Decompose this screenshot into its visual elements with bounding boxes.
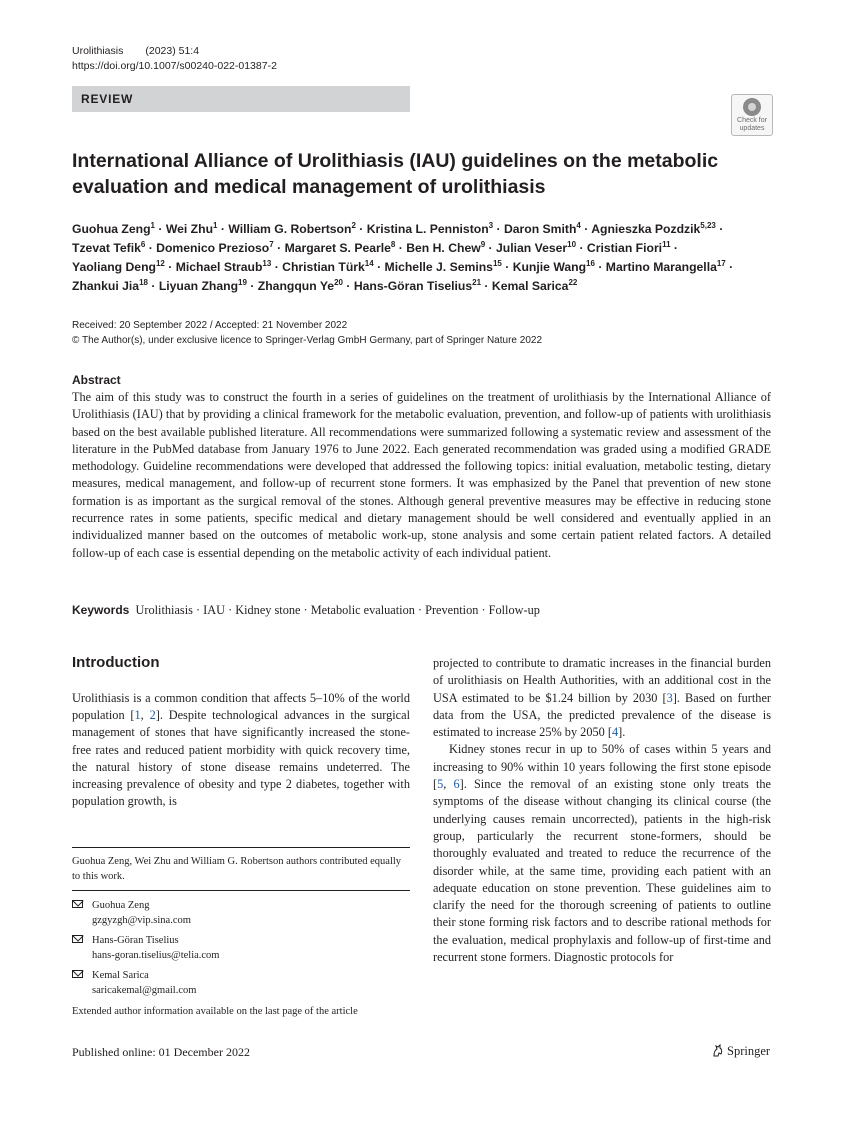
intro-text: ]. (618, 725, 626, 740)
author-affiliation: 12 (155, 258, 165, 268)
author-name[interactable]: Hans-Göran Tiselius (353, 279, 473, 293)
author-separator: · (373, 260, 385, 274)
author-affiliation: 3 (488, 220, 494, 230)
contact-name: Guohua Zeng (92, 900, 150, 911)
author-name[interactable]: Ben H. Chew (406, 241, 481, 255)
citation-link[interactable]: 6 (453, 777, 460, 792)
publisher-logo (712, 1044, 770, 1059)
author-name[interactable]: William G. Robertson (228, 222, 352, 236)
author-separator: · (155, 222, 166, 236)
check-updates-icon (743, 98, 761, 116)
intro-text: ]. Since the removal of an existing stone only treats the symptoms of the disease without changing its clinical course (the underlying causes remain uncorrected), patients in the high-risk group, particularly the recurrent stone-formers, should be thoroughly evaluated and treated to reduce the recurrence of the disorder while, at the same time, providing each patient with an adequate education on stone prevention. These guidelines aim to clarify the need for the thorough screening of patients to outline their stone forming risk factors and to describe rational methods for the evaluation, medical prophylaxis and follow-up of first-time and recurrent stone formers. Diagnostic protocols for (433, 777, 771, 965)
springer-horse-icon (712, 1044, 724, 1057)
author-name[interactable]: Daron Smith (503, 222, 577, 236)
author-affiliation: 7 (269, 239, 274, 249)
citation-separator: , (140, 708, 150, 723)
author-separator: · (145, 241, 157, 255)
author-name[interactable]: Kunjie Wang (512, 260, 587, 274)
check-for-updates-badge[interactable] (731, 94, 773, 136)
keywords-text: Urolithiasis · IAU · Kidney stone · Metabolic evaluation · Prevention · Follow-up (135, 603, 540, 617)
author-affiliation: 19 (238, 277, 247, 287)
author-affiliation: 18 (139, 277, 148, 287)
author-affiliation: 2 (351, 220, 356, 230)
author-separator: · (271, 260, 283, 274)
intro-right-column (433, 655, 771, 966)
author-separator: · (273, 241, 285, 255)
author-affiliation: 4 (576, 220, 581, 230)
check-updates-line2: updates (739, 125, 765, 132)
envelope-icon (72, 970, 83, 978)
author-separator: · (715, 222, 724, 236)
citation-link[interactable]: 1 (134, 708, 141, 723)
abstract-text: The aim of this study was to construct the fourth in a series of guidelines on the treatment of urolithiasis by the International Alliance of Urolithiasis (IAU) that by providing a clinical framework for the metabolic evaluation, prevention, and follow-up of patients with urolithiasis based on the best available published literature. All recommendations were summarized following a systematic review and assessment of the literature in the PubMed database from January 1976 to June 2022. Each generated recommendation was graded using a modified GRADE methodology. Guideline recommendations were developed that addressed the following topics: initial evaluation, metabolic testing, dietary measures, medical management, and follow-up of recurrent stone formers. It was emphasized by the Panel that prevention of new stone formation is as important as the surgical removal of the stones. Although general preventive measures may be effective in reducing stone recurrence rates in some patients, specific medical and dietary management should be well considered and eventually applied in an individualized manner based on the outcomes of metabolic work-up, stone analysis and some certain patient related factors. A detailed follow-up of each case is essential depending on the metabolic activity of each individual patient. (72, 390, 771, 560)
intro-text: ]. Despite technological advances in the surgical management of stones that have significantly increased the stone-free rates and reduced patient morbidity with quick recovery time, the natural history of stone disease remains undeterred. The increasing prevalence of obesity and type 2 diabetes, together with population growth, is (72, 708, 410, 809)
author-name[interactable]: Yaoliang Deng (72, 260, 156, 274)
author-name[interactable]: Zhangqun Ye (257, 279, 335, 293)
author-separator: · (501, 260, 513, 274)
author-separator: · (395, 241, 407, 255)
author-name[interactable]: Cristian Fiori (586, 241, 663, 255)
author-affiliation: 13 (262, 258, 272, 268)
author-affiliation: 1 (213, 220, 218, 230)
author-name[interactable]: Christian Türk (282, 260, 365, 274)
author-separator: · (164, 260, 176, 274)
author-affiliation: 20 (334, 277, 343, 287)
article-title: International Alliance of Urolithiasis (IAU) guidelines on the metabolic evaluation and medical management of urolithiasis (72, 150, 719, 198)
envelope-icon (72, 900, 83, 908)
envelope-icon (72, 935, 83, 943)
contact-name: Hans-Göran Tiselius (92, 935, 179, 946)
contact-email[interactable]: gzgyzgh@vip.sina.com (92, 915, 191, 926)
citation-separator: , (443, 777, 454, 792)
footnote-divider (72, 847, 410, 848)
author-name[interactable]: Zhankui Jia (72, 279, 140, 293)
contact-entry (72, 933, 219, 963)
author-separator: · (147, 279, 159, 293)
author-separator: · (355, 222, 367, 236)
contact-entry (72, 968, 196, 998)
journal-name: Urolithiasis (72, 45, 124, 57)
journal-volume: (2023) 51:4 (145, 45, 200, 57)
citation-link[interactable]: 5 (437, 777, 444, 792)
author-affiliation: 1 (150, 220, 155, 230)
intro-text: Kidney stones recur in up to 50% of cases within 5 years and increasing to 90% within 10 years following the first stone episode [ (433, 742, 771, 792)
author-separator: · (725, 260, 734, 274)
author-name[interactable]: Martino Marangella (605, 260, 717, 274)
contact-entry (72, 898, 191, 928)
author-name[interactable]: Michael Straub (175, 260, 263, 274)
author-name[interactable]: Michelle J. Semins (384, 260, 493, 274)
published-online: Published online: 01 December 2022 (72, 1045, 250, 1059)
intro-paragraph (433, 655, 771, 741)
intro-text: projected to contribute to dramatic increases in the financial burden of urolithiasis on Health Authorities, with an additional cost in the USA estimated to be $1.24 billion by 2030 [ (433, 656, 771, 705)
author-name[interactable]: Julian Veser (496, 241, 568, 255)
author-name[interactable]: Kemal Sarica (491, 279, 569, 293)
keywords (72, 603, 772, 618)
author-separator: · (485, 241, 497, 255)
author-separator: · (342, 279, 354, 293)
intro-paragraph (433, 741, 771, 966)
author-separator: · (594, 260, 606, 274)
author-separator: · (576, 241, 587, 255)
citation-link[interactable]: 2 (149, 708, 156, 723)
author-name[interactable]: Guohua Zeng (72, 222, 151, 236)
article-type-bar (72, 86, 410, 112)
contact-name: Kemal Sarica (92, 970, 149, 981)
author-separator: · (246, 279, 258, 293)
copyright-line: © The Author(s), under exclusive licence to Springer-Verlag GmbH Germany, part of Springer Nature 2022 (72, 334, 542, 346)
author-affiliation: 21 (472, 277, 482, 287)
author-affiliation: 22 (568, 277, 578, 287)
author-name[interactable]: Kristina L. Penniston (366, 222, 489, 236)
author-affiliation: 14 (364, 258, 374, 268)
author-separator: · (580, 222, 592, 236)
author-affiliation: 6 (140, 239, 146, 249)
article-dates (72, 319, 542, 348)
author-name[interactable]: Liyuan Zhang (158, 279, 239, 293)
author-name[interactable]: Tzevat Tefik (72, 241, 141, 255)
abstract-heading: Abstract (72, 373, 121, 387)
journal-header (72, 44, 277, 74)
contribution-note: Guohua Zeng, Wei Zhu and William G. Robertson authors contributed equally to this work. (72, 856, 402, 882)
author-affiliation: 5,23 (700, 220, 716, 230)
citation-link[interactable]: 3 (666, 690, 673, 705)
author-list (72, 220, 782, 296)
author-affiliation: 9 (480, 239, 486, 249)
author-separator: · (493, 222, 504, 236)
author-affiliation: 8 (390, 239, 396, 249)
author-affiliation: 10 (567, 239, 577, 249)
intro-text: ]. Based on further data from the USA, the predicted prevalence of the disease is estimated to increase 25% by 2050 [ (433, 690, 771, 740)
contact-email[interactable]: hans-goran.tiselius@telia.com (92, 950, 220, 961)
contact-email[interactable]: saricakemal@gmail.com (92, 985, 197, 996)
check-updates-line1: Check for (737, 117, 767, 124)
citation-link[interactable]: 4 (611, 725, 619, 740)
author-name[interactable]: Domenico Prezioso (156, 241, 270, 255)
intro-text: Urolithiasis is a common condition that affects 5–10% of the world population [ (72, 691, 410, 723)
publisher-name: Springer (727, 1044, 771, 1058)
doi-link[interactable]: https://doi.org/10.1007/s00240-022-01387-2 (72, 60, 277, 72)
keywords-label: Keywords (72, 603, 130, 617)
author-name[interactable]: Agnieszka Pozdzik (591, 222, 701, 236)
author-separator: · (217, 222, 229, 236)
author-name[interactable]: Wei Zhu (165, 222, 214, 236)
footnote-divider (72, 890, 410, 891)
author-affiliation: 15 (492, 258, 502, 268)
author-separator: · (670, 241, 678, 255)
extended-author-info: Extended author information available on the last page of the article (72, 1006, 358, 1017)
article-type-label: REVIEW (81, 92, 134, 106)
received-accepted: Received: 20 September 2022 / Accepted: 21 November 2022 (72, 320, 348, 331)
intro-left-column (72, 690, 410, 810)
author-affiliation: 11 (662, 239, 671, 249)
author-affiliation: 17 (716, 258, 726, 268)
author-separator: · (481, 279, 492, 293)
author-affiliation: 16 (586, 258, 595, 268)
author-name[interactable]: Margaret S. Pearle (284, 241, 391, 255)
introduction-heading: Introduction (72, 654, 160, 671)
